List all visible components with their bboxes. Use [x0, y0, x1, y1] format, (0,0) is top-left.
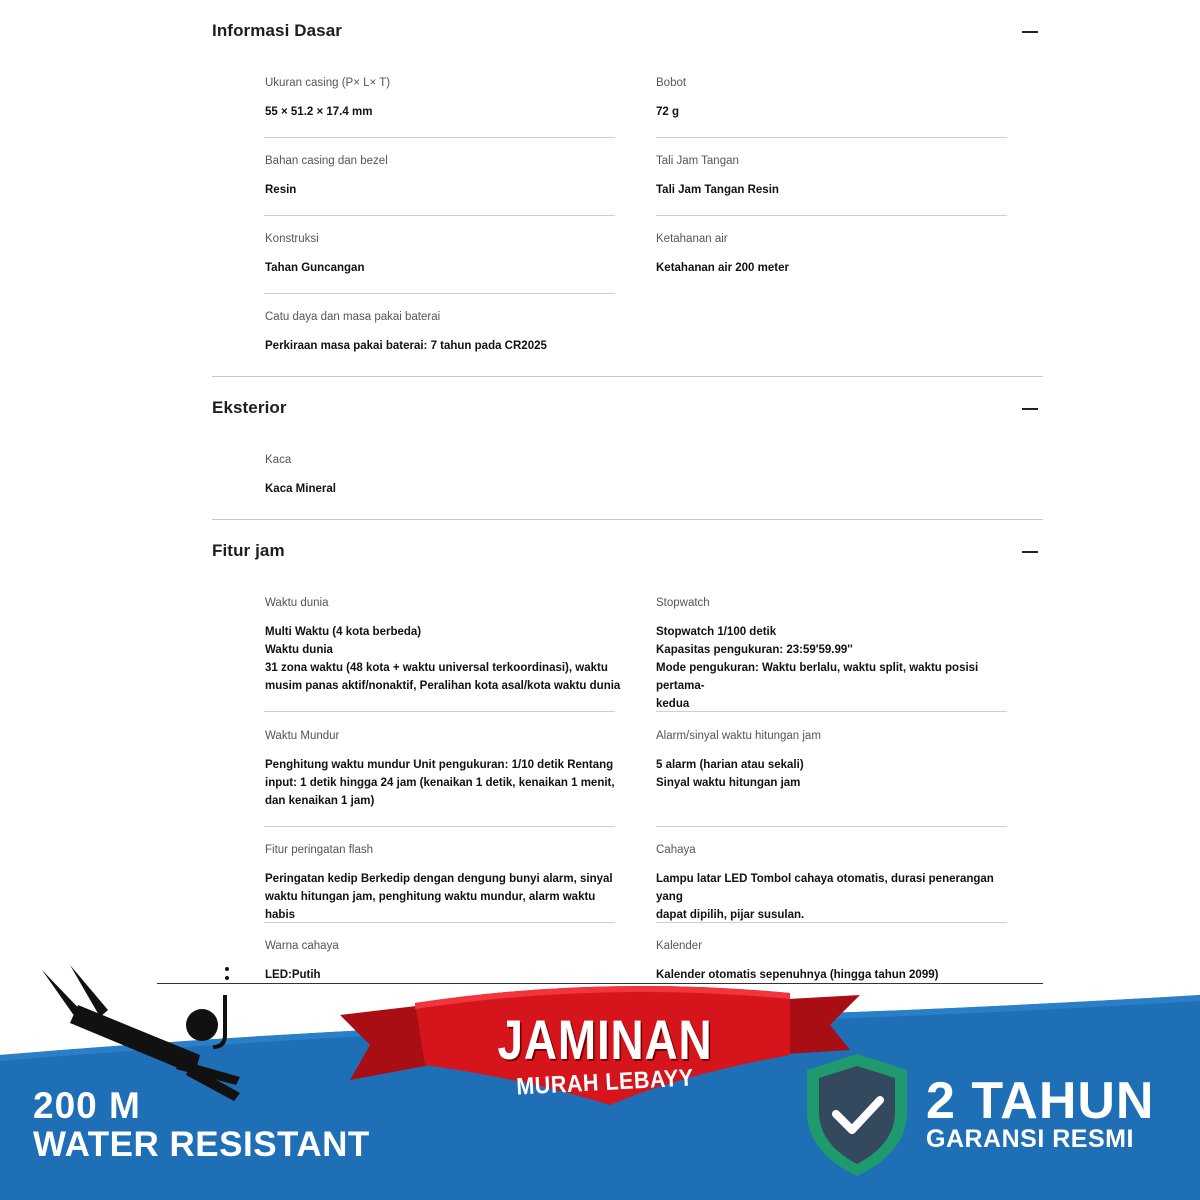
spec-label: Kaca	[265, 454, 292, 466]
spec-label: Fitur peringatan flash	[265, 844, 374, 856]
section-divider	[212, 376, 1043, 377]
item-divider	[656, 826, 1007, 827]
collapse-icon[interactable]	[1022, 551, 1038, 553]
spec-value: 55 × 51.2 × 17.4 mm	[265, 106, 373, 118]
spec-label: Warna cahaya	[265, 940, 339, 952]
spec-item-battery	[265, 309, 665, 355]
spec-value: Ketahanan air 200 meter	[656, 262, 789, 274]
spec-label: Waktu dunia	[265, 597, 329, 609]
item-divider	[264, 137, 615, 138]
spec-value: 72 g	[656, 106, 680, 118]
spec-label: Stopwatch	[656, 597, 710, 609]
spec-label: Catu daya dan masa pakai baterai	[265, 311, 441, 323]
bottom-line	[157, 983, 1043, 984]
spec-value: LED:Putih	[265, 969, 321, 981]
item-divider	[264, 215, 615, 216]
spec-item-strap	[656, 153, 1007, 199]
ribbon-subtitle: MURAH LEBAYY	[515, 1064, 695, 1101]
spec-label: Kalender	[656, 940, 703, 952]
section-divider	[212, 519, 1043, 520]
spec-label: Ukuran casing (P× L× T)	[265, 77, 391, 89]
shield-check-icon	[803, 1052, 911, 1178]
item-divider	[264, 826, 615, 827]
item-divider	[656, 137, 1007, 138]
water-depth: 200 M	[33, 1085, 141, 1126]
collapse-icon[interactable]	[1022, 31, 1038, 33]
spec-value: Kaca Mineral	[265, 483, 336, 495]
item-divider	[264, 922, 615, 923]
water-resistant-label: WATER RESISTANT	[33, 1125, 370, 1164]
spec-item-flash-alert	[265, 842, 625, 924]
spec-item-case-size	[265, 75, 616, 121]
spec-item-light	[656, 842, 1016, 924]
spec-label: Ketahanan air	[656, 233, 728, 245]
item-divider	[264, 711, 615, 712]
spec-label: Cahaya	[656, 844, 696, 856]
collapse-icon[interactable]	[1022, 408, 1038, 410]
spec-value: Tahan Guncangan	[265, 262, 365, 274]
item-divider	[656, 215, 1007, 216]
section-title: Fitur jam	[212, 541, 285, 560]
spec-value: Lampu latar LED Tombol cahaya otomatis, durasi penerangan yang dapat dipilih, pijar susulan.	[656, 873, 994, 921]
spec-item-calendar	[656, 938, 1016, 984]
spec-label: Bahan casing dan bezel	[265, 155, 388, 167]
spec-item-weight	[656, 75, 1007, 121]
item-divider	[656, 711, 1007, 712]
spec-value: Penghitung waktu mundur Unit pengukuran: 1/10 detik Rentang input: 1 detik hingga 24 jam (kenaikan 1 detik, kenaikan 1 menit, dan kenaikan 1 jam)	[265, 759, 615, 807]
spec-item-light-color	[265, 938, 616, 984]
section-header-fitur-jam[interactable]	[212, 541, 1042, 581]
promo-banner	[0, 985, 1200, 1200]
item-divider	[656, 922, 1007, 923]
spec-value: Stopwatch 1/100 detik Kapasitas pengukuran: 23:59'59.99'' Mode pengukuran: Waktu berlalu, waktu split, waktu posisi pertama- kedua	[656, 626, 979, 710]
warranty-years: 2 TAHUN	[926, 1072, 1155, 1130]
spec-item-world-time	[265, 595, 625, 695]
section-header-eksterior[interactable]	[212, 398, 1042, 438]
warranty-label: GARANSI RESMI	[926, 1125, 1134, 1153]
spec-label: Konstruksi	[265, 233, 319, 245]
spec-item-glass	[265, 452, 616, 498]
spec-item-construction	[265, 231, 616, 277]
spec-item-case-material	[265, 153, 616, 199]
spec-item-stopwatch	[656, 595, 1016, 713]
spec-value: Perkiraan masa pakai baterai: 7 tahun pada CR2025	[265, 340, 547, 352]
spec-item-water-resistance	[656, 231, 1007, 277]
spec-value: Multi Waktu (4 kota berbeda) Waktu dunia 31 zona waktu (48 kota + waktu universal terkoordinasi), waktu musim panas aktif/nonaktif, Peralihan kota asal/kota waktu dunia	[265, 626, 621, 692]
spec-label: Tali Jam Tangan	[656, 155, 739, 167]
spec-item-countdown	[265, 728, 625, 810]
spec-label: Alarm/sinyal waktu hitungan jam	[656, 730, 821, 742]
section-title: Informasi Dasar	[212, 21, 342, 40]
section-title: Eksterior	[212, 398, 287, 417]
spec-value: Kalender otomatis sepenuhnya (hingga tahun 2099)	[656, 969, 939, 981]
spec-label: Bobot	[656, 77, 687, 89]
item-divider	[264, 293, 615, 294]
spec-label: Waktu Mundur	[265, 730, 340, 742]
spec-value: Tali Jam Tangan Resin	[656, 184, 779, 196]
spec-value: Peringatan kedip Berkedip dengan dengung bunyi alarm, sinyal waktu hitungan jam, penghitung waktu mundur, alarm waktu habis	[265, 873, 613, 921]
spec-value: Resin	[265, 184, 297, 196]
spec-item-alarm	[656, 728, 1016, 792]
spec-value: 5 alarm (harian atau sekali) Sinyal waktu hitungan jam	[656, 759, 804, 789]
ribbon-title: JAMINAN	[497, 1008, 713, 1071]
section-header-informasi-dasar[interactable]	[212, 21, 1042, 61]
